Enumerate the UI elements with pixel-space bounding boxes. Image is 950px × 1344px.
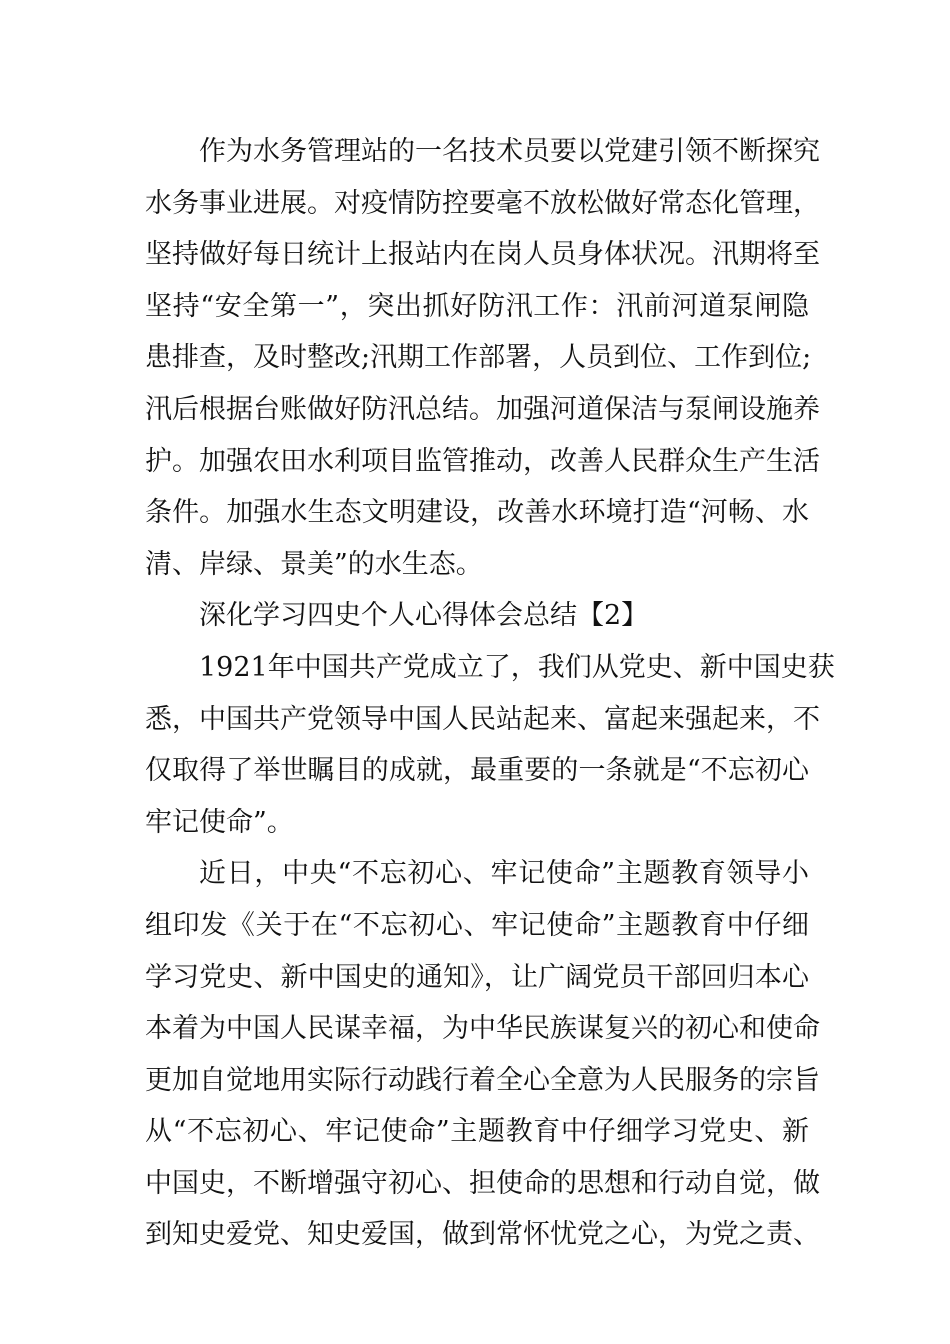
- document-body: [145, 126, 835, 1261]
- paragraph-line: 悉，中国共产党领导中国人民站起来、富起来强起来，不: [145, 703, 820, 735]
- section-heading: 深化学习四史个人心得体会总结【2】: [199, 600, 649, 632]
- paragraph-line: 1921年中国共产党成立了，我们从党史、新中国史获: [199, 651, 835, 683]
- paragraph-line: 从“不忘初心、牢记使命”主题教育中仔细学习党史、新: [145, 1116, 809, 1148]
- paragraph-line: 近日，中央“不忘初心、牢记使命”主题教育领导小: [199, 858, 809, 890]
- paragraph-line: 中国史，不断增强守初心、担使命的思想和行动自觉，做: [145, 1167, 820, 1199]
- paragraph-line: 清、岸绿、景美”的水生态。: [145, 548, 483, 580]
- paragraph-line: 条件。加强水生态文明建设，改善水环境打造“河畅、水: [145, 497, 809, 529]
- paragraph-line: 到知史爱党、知史爱国，做到常怀忧党之心，为党之责、: [145, 1219, 820, 1251]
- paragraph-line: 牢记使命”。: [145, 806, 294, 838]
- paragraph-line: 患排查，及时整改;汛期工作部署，人员到位、工作到位;: [145, 342, 812, 374]
- paragraph-line: 仅取得了举世瞩目的成就，最重要的一条就是“不忘初心: [145, 755, 809, 787]
- paragraph-line: 更加自觉地用实际行动践行着全心全意为人民服务的宗旨: [145, 1064, 820, 1096]
- paragraph-line: 汛后根据台账做好防汛总结。加强河道保洁与泵闸设施养: [145, 393, 820, 425]
- paragraph-line: 坚持做好每日统计上报站内在岗人员身体状况。汛期将至: [145, 239, 820, 271]
- paragraph-line: 学习党史、新中国史的通知》，让广阔党员干部回归本心: [145, 961, 809, 993]
- paragraph-line: 坚持“安全第一”，突出抓好防汛工作：汛前河道泵闸隐: [145, 290, 809, 322]
- paragraph-line: 水务事业进展。对疫情防控要毫不放松做好常态化管理，: [145, 187, 820, 219]
- paragraph-line: 本着为中国人民谋幸福，为中华民族谋复兴的初心和使命: [145, 1013, 820, 1045]
- paragraph-line: 作为水务管理站的一名技术员要以党建引领不断探究: [199, 136, 820, 167]
- paragraph-line: 护。加强农田水利项目监管推动，改善人民群众生产生活: [145, 445, 820, 477]
- paragraph-line: 组印发《关于在“不忘初心、牢记使命”主题教育中仔细: [145, 909, 809, 941]
